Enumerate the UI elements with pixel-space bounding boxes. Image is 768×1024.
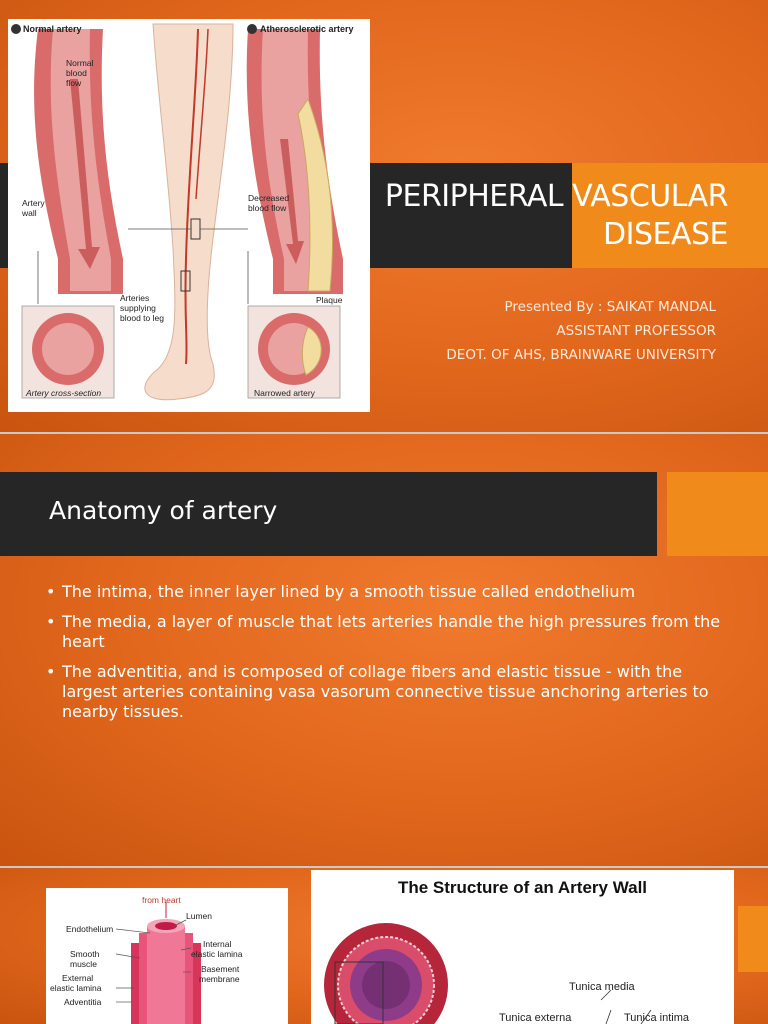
artery-layers-figure xyxy=(46,888,288,1024)
label-lumen: Lumen xyxy=(186,911,212,921)
presenter-name: Presented By : SAIKAT MANDAL xyxy=(504,299,716,315)
heading-accent-box xyxy=(667,472,768,556)
bullet-list xyxy=(44,582,724,732)
label-atherosclerotic-artery: Atherosclerotic artery xyxy=(260,24,354,34)
anatomy-slide xyxy=(0,434,768,866)
title-line-2: DISEASE xyxy=(603,217,728,252)
side-accent-box xyxy=(738,906,768,972)
label-normal-artery: Normal artery xyxy=(23,24,82,34)
label-decreased-flow-2: blood flow xyxy=(248,203,287,213)
label-plaque: Plaque xyxy=(316,295,343,305)
label-arteries-supplying-1: Arteries xyxy=(120,293,150,303)
artery-wall-figure xyxy=(311,870,734,1024)
label-smooth-muscle-2: muscle xyxy=(70,959,97,969)
artery-comparison-figure xyxy=(8,19,370,412)
label-tunica-externa: Tunica externa xyxy=(499,1012,572,1024)
presenter-department: DEOT. OF AHS, BRAINWARE UNIVERSITY xyxy=(446,347,716,363)
bullet-item: • The adventitia, and is composed of collage fibers and elastic tissue - with the largest arteries containing vasa vasorum connective tissue anchoring arteries to nearby tissues. xyxy=(44,662,724,722)
label-artery-wall-2: wall xyxy=(22,208,37,218)
artery-illustration xyxy=(8,19,370,412)
title-slide xyxy=(0,0,768,432)
label-smooth-muscle-1: Smooth xyxy=(70,949,100,959)
label-basement-1: Basement xyxy=(201,964,240,974)
label-arteries-supplying-3: blood to leg xyxy=(120,313,164,323)
label-normal-flow-2: blood xyxy=(66,68,87,78)
label-endothelium: Endothelium xyxy=(66,924,114,934)
artery-wall-illustration xyxy=(311,870,734,1024)
slide-title xyxy=(385,178,728,254)
bullet-item: • The media, a layer of muscle that lets arteries handle the high pressures from the heart xyxy=(44,612,724,652)
slide-heading: Anatomy of artery xyxy=(49,496,278,525)
label-from-heart: from heart xyxy=(142,895,181,905)
label-tunica-media: Tunica media xyxy=(569,981,635,993)
label-external-elastic-2: elastic lamina xyxy=(50,983,102,993)
label-narrowed-artery: Narrowed artery xyxy=(254,388,315,398)
figure-heading: The Structure of an Artery Wall xyxy=(397,878,648,897)
label-decreased-flow-1: Decreased xyxy=(248,193,290,203)
bullet-item: • The intima, the inner layer lined by a smooth tissue called endothelium xyxy=(44,582,724,602)
label-cross-section: Artery cross-section xyxy=(26,388,102,398)
label-adventitia: Adventitia xyxy=(64,997,102,1007)
label-external-elastic-1: External xyxy=(62,973,94,983)
label-internal-elastic-1: Internal xyxy=(203,939,232,949)
label-normal-flow-3: flow xyxy=(66,78,82,88)
label-normal-flow-1: Normal xyxy=(66,58,94,68)
title-line-1: PERIPHERAL VASCULAR xyxy=(384,179,728,214)
presenter-info xyxy=(446,295,716,367)
label-internal-elastic-2: elastic lamina xyxy=(191,949,243,959)
presenter-role: ASSISTANT PROFESSOR xyxy=(556,323,716,339)
label-basement-2: membrane xyxy=(199,974,240,984)
structure-slide xyxy=(0,868,768,1024)
label-arteries-supplying-2: supplying xyxy=(120,303,156,313)
label-tunica-intima: Tunica intima xyxy=(624,1012,690,1024)
label-artery-wall-1: Artery xyxy=(22,198,45,208)
